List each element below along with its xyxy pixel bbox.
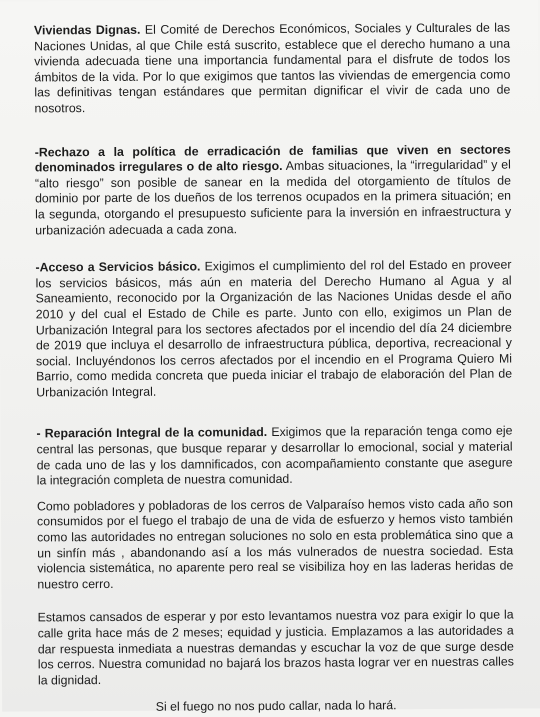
body-reparacion-integral: Exigimos que la reparación tenga como eje central las personas, que busque reparar y desarrollar lo emocional, social y material de cada uno de las y los damnificados, con acompañamiento constante que asegure la integración completa de nuestra comunidad.: [36, 423, 513, 488]
heading-rechazo-erradicacion: -Rechazo a la política de erradicación de familias que viven en sectores denominados irregulares o de alto riesgo.: [34, 142, 511, 175]
heading-acceso-servicios: -Acceso a Servicios básico.: [35, 259, 201, 275]
paragraph-rechazo-erradicacion: [35, 142, 512, 238]
paragraph-cansados-de-esperar: Estamos cansados de esperar y por esto levantamos nuestra voz para exigir lo que la calle grita hace más de 2 meses; equidad y justicia. Emplazamos a las autoridades a dar respuesta inmediata a nuestras demandas y escuchar la voz de que surge desde los cerros. Nuestra comunidad no bajará los brazos hasta lograr ver en nuestras calles la dignidad.: [37, 607, 514, 688]
paragraph-pobladores: Como pobladores y pobladoras de los cerros de Valparaíso hemos visto cada año son consumidos por el fuego el trabajo de una de vida de esfuerzo y hemos visto también como las autoridades no entregan soluciones no solo en esta problemática sino que a un sinfín más , abandonando así a los más vulnerados de nuestra sociedad. Esta violencia sistemática, no aparente pero real se visibiliza hoy en las laderas heridas de nuestro cerro.: [36, 496, 514, 592]
body-acceso-servicios: Exigimos el cumplimiento del rol del Estado en proveer los servicios básicos, más aún en materia del Derecho Humano al Agua y al Saneamiento, reconocido por la Organización de las Naciones Unidas desde el año 2010 y del cual el Estado de Chile es parte. Junto con ello, exigimos un Plan de Urbanización Integral para los sectores afectados por el incendio del día 24 diciembre de 2019 que incluya el desarrollo de infraestructura pública, deportiva, recreacional y social. Incluyéndonos los cerros afectados por el incendio en el Programa Quiero Mi Barrio, como medida concreta que pueda iniciar el trabajo de elaboración del Plan de Urbanización Integral.: [35, 257, 513, 400]
heading-viviendas-dignas: Viviendas Dignas.: [33, 22, 141, 38]
closing-line: Si el fuego no nos pudo callar, nada lo hará.: [155, 698, 397, 715]
paragraph-reparacion-integral: [36, 424, 512, 489]
heading-reparacion-integral: - Reparación Integral de la comunidad.: [36, 425, 268, 441]
body-rechazo-erradicacion: Ambas situaciones, la “irregularidad” y el “alto riesgo” son posible de sanear en la medida del otorgamiento de títulos de dominio por parte de los dueños de los terrenos ocupados en la primera situación; en la segunda, otorgando el presupuesto suficiente para la inversión en infraestructura y urbanización adecuada a cada zona.: [34, 157, 512, 237]
paragraph-acceso-servicios: [35, 258, 512, 401]
body-viviendas-dignas: El Comité de Derechos Económicos, Sociales y Culturales de las Naciones Unidas, al que Chile está suscrito, establece que el derecho humano a una vivienda adecuada tiene una importancia fundamental para el disfrute de todos los ámbitos de la vida. Por lo que exigimos que tantos las viviendas de emergencia como las definitivas tengan estándares que permitan dignificar el vivir de cada uno de nosotros.: [34, 20, 511, 116]
paragraph-viviendas-dignas: [34, 21, 511, 117]
